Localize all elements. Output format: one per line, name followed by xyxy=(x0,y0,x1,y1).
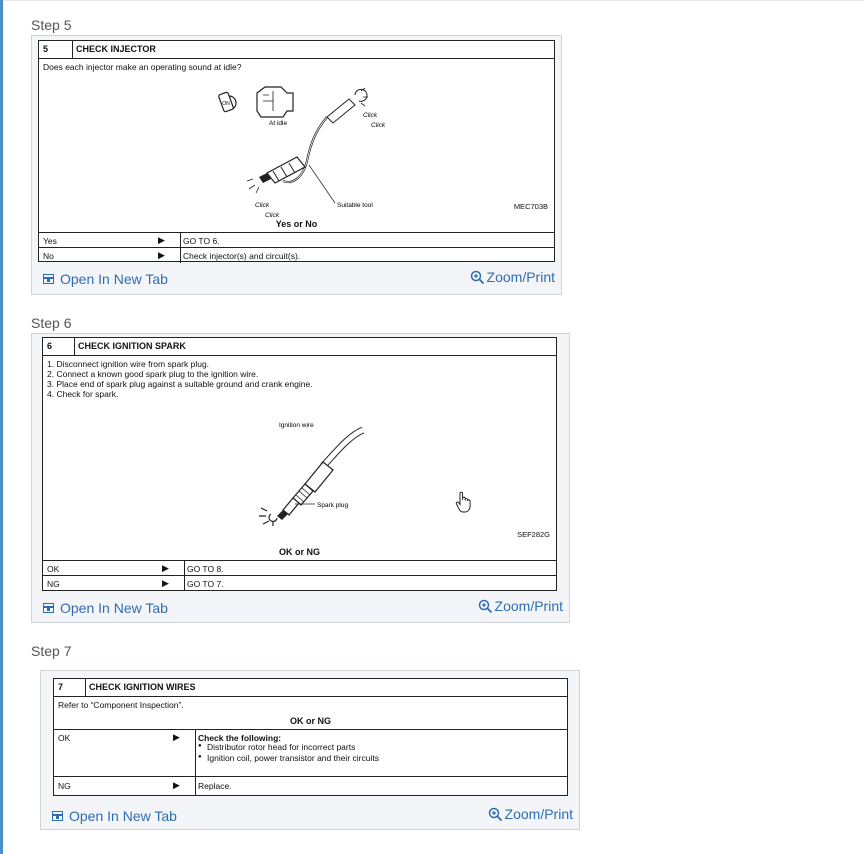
ignition-wire-label: Ignition wire xyxy=(279,422,314,429)
at-idle-label: At idle xyxy=(269,120,288,127)
step-7-row-ok: OK ▶ Check the following: ● Distributor rotor head for incorrect parts ● Ignition coil, power transistor and their circuits xyxy=(54,729,567,777)
step-6-header xyxy=(43,338,556,356)
step-5-label: Step 5 xyxy=(31,17,72,33)
open-tab-icon xyxy=(43,603,54,613)
step-6-zoom-print-link[interactable]: Zoom/Print xyxy=(478,598,563,614)
step-6-instruction-1: 1. Disconnect ignition wire from spark plug. xyxy=(47,359,210,369)
step-5-question: Does each injector make an operating sound at idle? xyxy=(43,62,242,72)
svg-text:Click: Click xyxy=(363,112,378,119)
zoom-in-icon xyxy=(488,807,503,822)
svg-text:Click: Click xyxy=(255,202,270,209)
step-7-number: 7 xyxy=(58,682,64,692)
step-6-instruction-2: 2. Connect a known good spark plug to the ignition wire. xyxy=(47,369,259,379)
key-on-label: ON xyxy=(222,101,230,107)
svg-text:Click: Click xyxy=(265,212,280,219)
step-6-result-label: OK or NG xyxy=(278,547,320,557)
open-tab-icon xyxy=(52,811,63,821)
step-7-label: Step 7 xyxy=(31,643,72,659)
ok-heading: Check the following: xyxy=(198,733,282,743)
step-5-header xyxy=(39,41,554,59)
step-6-title: CHECK IGNITION SPARK xyxy=(78,341,186,351)
step-6-row-ng: NG ▶ GO TO 7. xyxy=(43,575,556,591)
spark-plug-illustration xyxy=(233,416,373,526)
step-5-result-label: Yes or No xyxy=(275,219,318,229)
step-7-header xyxy=(54,679,567,697)
top-divider xyxy=(0,0,864,1)
step-5-figure-code: MEC703B xyxy=(513,202,548,211)
ok-item-1: Distributor rotor head for incorrect parts xyxy=(207,742,356,752)
step-6-panel xyxy=(31,333,570,623)
ok-item-2: Ignition coil, power transistor and their circuits xyxy=(207,753,379,763)
step-5-document[interactable] xyxy=(38,40,555,262)
step-6-open-in-new-tab-link[interactable]: Open In New Tab xyxy=(43,600,168,616)
step-6-instruction-3: 3. Place end of spark plug against a suitable ground and crank engine. xyxy=(47,379,313,389)
injector-illustration xyxy=(199,81,399,219)
suitable-tool-label: Suitable tool xyxy=(337,202,373,209)
step-7-title: CHECK IGNITION WIRES xyxy=(89,682,196,692)
step-7-zoom-print-link[interactable]: Zoom/Print xyxy=(488,806,573,822)
hand-cursor-icon xyxy=(455,491,471,513)
step-7-panel xyxy=(40,670,580,830)
open-tab-icon xyxy=(43,274,54,284)
step-7-result-label: OK or NG xyxy=(289,716,331,726)
zoom-in-icon xyxy=(478,599,493,614)
step-5-number: 5 xyxy=(43,44,49,54)
step-6-instruction-4: 4. Check for spark. xyxy=(47,389,119,399)
step-5-panel xyxy=(31,35,562,295)
spark-plug-label: Spark plug xyxy=(317,502,349,509)
step-6-label: Step 6 xyxy=(31,315,72,331)
step-5-row-no: No ▶ Check injector(s) and circuit(s). xyxy=(39,247,554,263)
step-5-zoom-print-link[interactable]: Zoom/Print xyxy=(470,269,555,285)
step-5-title: CHECK INJECTOR xyxy=(76,44,156,54)
step-7-document[interactable] xyxy=(53,678,568,796)
zoom-in-icon xyxy=(470,270,485,285)
step-7-reference: Refer to “Component Inspection”. xyxy=(58,700,184,710)
svg-text:Click: Click xyxy=(371,122,386,129)
step-7-row-ng: NG ▶ Replace. xyxy=(54,776,567,796)
step-6-figure-code: SEF282G xyxy=(517,530,550,539)
step-5-open-in-new-tab-link[interactable]: Open In New Tab xyxy=(43,271,168,287)
step-6-row-ok: OK ▶ GO TO 8. xyxy=(43,560,556,576)
step-6-number: 6 xyxy=(47,341,53,351)
step-5-row-yes: Yes ▶ GO TO 6. xyxy=(39,232,554,248)
left-accent-bar xyxy=(0,0,3,854)
step-7-open-in-new-tab-link[interactable]: Open In New Tab xyxy=(52,808,177,824)
step-6-document[interactable] xyxy=(42,337,557,591)
